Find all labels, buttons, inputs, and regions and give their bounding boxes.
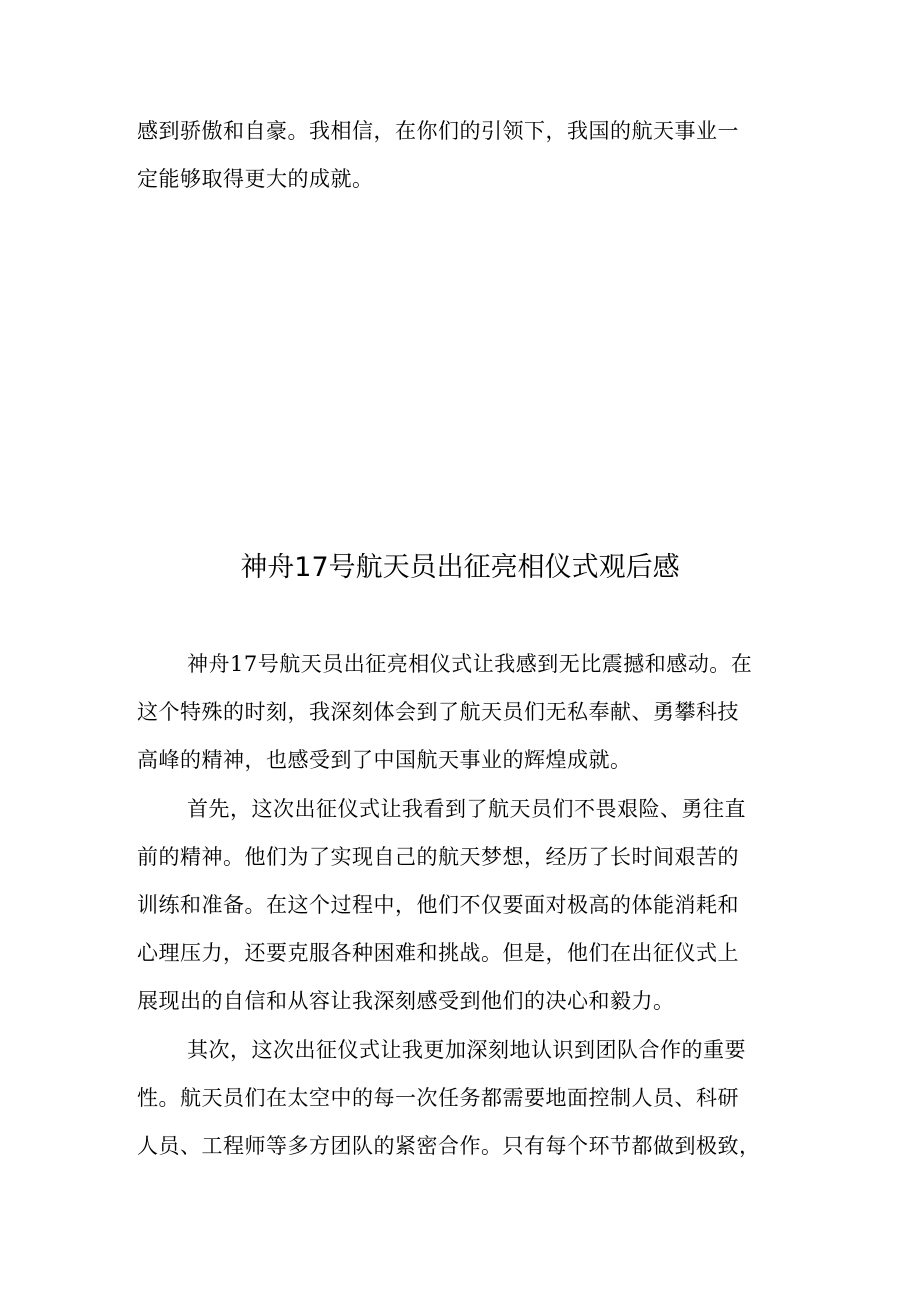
article-title: 神舟17号航天员出征亮相仪式观后感 (240, 552, 680, 583)
text-line: 展现出的自信和从容让我深刻感受到他们的决心和毅力。 (137, 989, 675, 1013)
text-line: 首先，这次出征仪式让我看到了航天员们不畏艰险、勇往直 (187, 797, 746, 821)
text-line: 训练和准备。在这个过程中，他们不仅要面对极高的体能消耗和 (137, 893, 739, 917)
text-line: 前的精神。他们为了实现自己的航天梦想，经历了长时间艰苦的 (137, 845, 739, 869)
text-line: 心理压力，还要克服各种困难和挑战。但是，他们在出征仪式上 (137, 941, 739, 965)
text-line: 感到骄傲和自豪。我相信，在你们的引领下，我国的航天事业一 (137, 119, 739, 143)
text-line: 定能够取得更大的成就。 (137, 167, 374, 191)
text-line: 人员、工程师等多方团队的紧密合作。只有每个环节都做到极致， (137, 1134, 761, 1158)
text-line: 其次，这次出征仪式让我更加深刻地认识到团队合作的重要 (187, 1038, 746, 1062)
text-line: 高峰的精神，也感受到了中国航天事业的辉煌成就。 (137, 748, 632, 772)
text-line: 神舟17号航天员出征亮相仪式让我感到无比震撼和感动。在 (187, 652, 753, 676)
text-line: 这个特殊的时刻，我深刻体会到了航天员们无私奉献、勇攀科技 (137, 700, 739, 724)
text-line: 性。航天员们在太空中的每一次任务都需要地面控制人员、科研 (137, 1086, 739, 1110)
